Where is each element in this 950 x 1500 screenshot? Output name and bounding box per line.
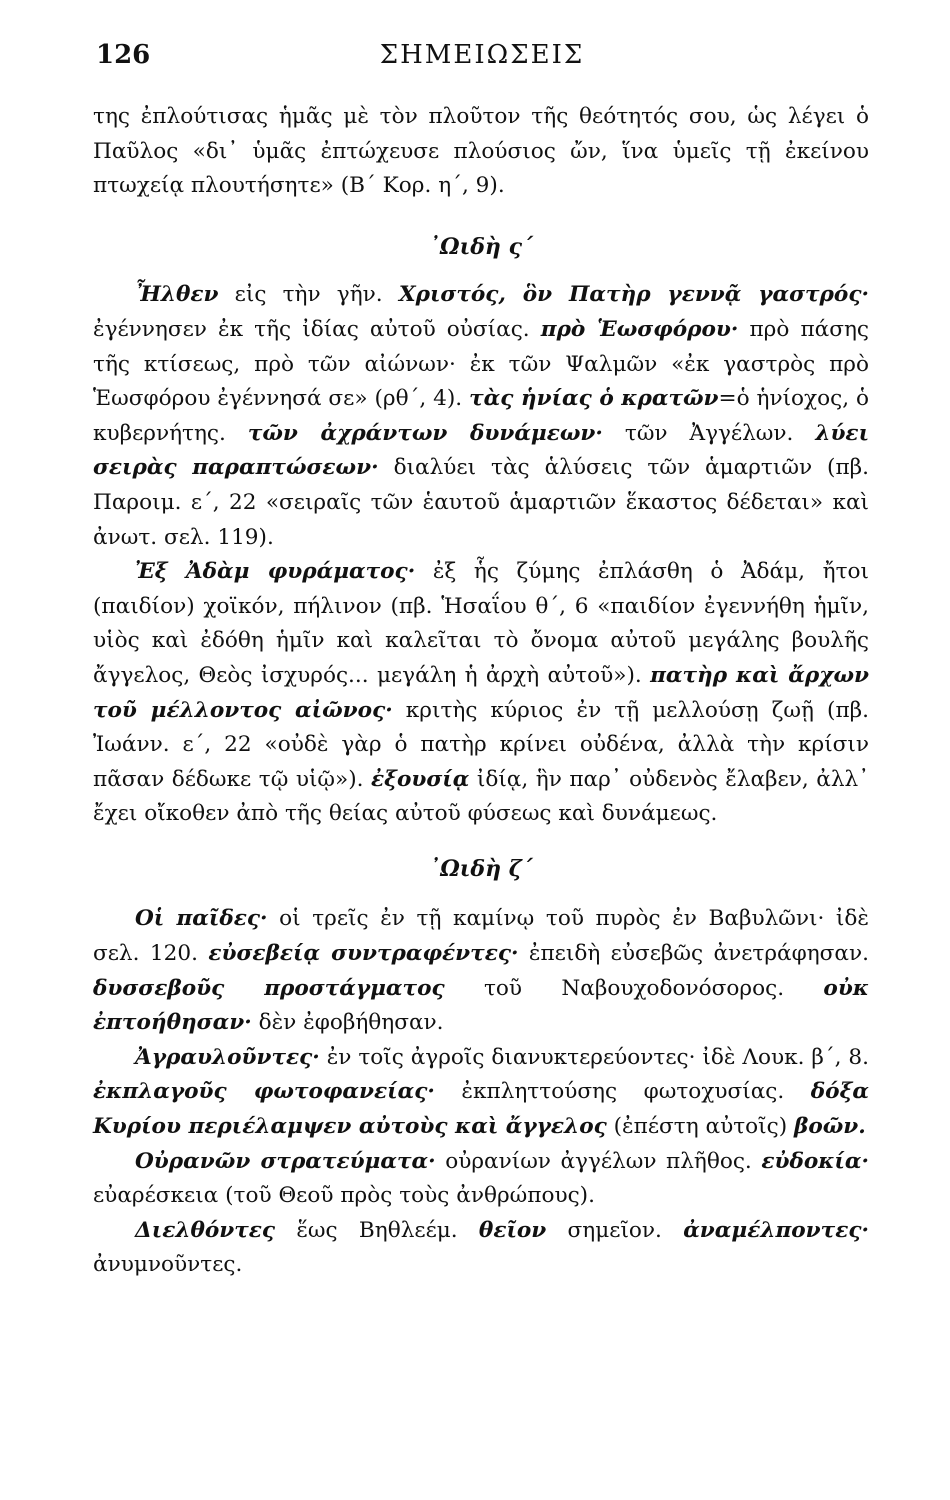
lemma: εὐσεβείᾳ συντραφέντες·	[208, 941, 519, 967]
gloss: δὲν ἐφοβήθησαν.	[251, 1010, 444, 1036]
gloss: ἐκπληττούσης φωτοχυσίας.	[434, 1079, 811, 1105]
gloss: ἐξ ἧς ζύμης ἐπλάσθη ὁ Ἀδάμ, ἤτοι (παιδίον) χοϊκόν, πήλινον (πβ. Ἡσαΐου θ΄, 6 «παιδίον ἐγεννήθη ἡμῖν, υἱὸς καὶ ἐδόθη ἡμῖν καὶ καλεῖται τὸ ὄνομα αὐτοῦ μεγάλης βουλῆς ἄγγελος, Θεὸς ἰσχυρός... μεγάλη ἡ ἀρχὴ αὐτοῦ»).	[93, 559, 869, 688]
gloss: κριτὴς κύριος ἐν τῇ μελλούσῃ ζωῇ (πβ. Ἰωάνν. ε΄, 22 «οὐδὲ γὰρ ὁ πατὴρ κρίνει οὐδένα, ἀλλὰ τὴν κρίσιν πᾶσαν δέδωκε τῷ υἱῷ»).	[93, 697, 869, 792]
gloss: εὐαρέσκεια (τοῦ Θεοῦ πρὸς τοὺς ἀνθρώπους).	[93, 1183, 595, 1209]
gloss: οἱ τρεῖς ἐν τῇ καμίνῳ τοῦ πυρὸς ἐν Βαβυλῶνι· ἰδὲ σελ. 120.	[93, 906, 869, 967]
running-title: ΣΗΜΕΙΩΣΕΙΣ	[379, 40, 585, 70]
lemma: λύει σειρὰς παραπτώσεων·	[93, 420, 870, 481]
gloss: σημεῖον.	[546, 1217, 684, 1243]
gloss: ἀνυμνοῦντες.	[93, 1252, 243, 1278]
lemma: Ἦλθεν	[135, 282, 219, 308]
heading-text: ᾽Ωιδὴ ζ΄	[429, 855, 533, 882]
section-heading	[93, 230, 869, 265]
lemma: ἀναμέλποντες·	[683, 1217, 869, 1243]
gloss: ἐγέννησεν ἐκ τῆς ἰδίας αὐτοῦ οὐσίας.	[93, 316, 541, 342]
lemma: δόξα Κυρίου περιέλαμψεν αὐτοὺς καὶ ἄγγελος	[93, 1079, 869, 1140]
paragraph-5	[93, 1041, 869, 1145]
lemma: θεῖον	[478, 1217, 547, 1243]
gloss: τοῦ Ναβουχοδονόσορος.	[444, 975, 824, 1001]
lemma: τῶν ἀχράντων δυνάμεων·	[247, 420, 603, 446]
lemma: Ἀγραυλοῦντες·	[135, 1044, 320, 1070]
lemma: Ἐξ Ἀδὰμ φυράματος·	[135, 559, 416, 585]
lemma: εὐδοκία·	[761, 1148, 870, 1174]
paragraph-7	[93, 1214, 869, 1283]
lemma: Οὐρανῶν στρατεύματα·	[135, 1148, 436, 1174]
paragraph-4	[93, 902, 869, 1040]
gloss: =ὁ ἡνίοχος, ὁ κυβερνήτης.	[93, 386, 869, 446]
gloss: οὐρανίων ἀγγέλων πλῆθος.	[435, 1148, 762, 1174]
gloss: ἐν τοῖς ἀγροῖς διανυκτερεύοντες· ἰδὲ Λουκ. β΄, 8.	[319, 1044, 869, 1070]
page-number: 126	[96, 40, 151, 70]
lemma: οὐκ ἐπτοήθησαν·	[93, 975, 869, 1036]
gloss: διαλύει τὰς ἁλύσεις τῶν ἁμαρτιῶν (πβ. Παροιμ. ε΄, 22 «σειραῖς τῶν ἑαυτοῦ ἁμαρτιῶν ἕκαστος δέδεται» καὶ ἀνωτ. σελ. 119).	[93, 455, 869, 550]
section-heading	[93, 852, 869, 887]
lemma: Διελθόντες	[135, 1217, 276, 1243]
lemma: βοῶν.	[794, 1114, 866, 1140]
paragraph-1	[93, 100, 869, 204]
gloss: ἐπειδὴ εὐσεβῶς ἀνετράφησαν.	[518, 941, 869, 967]
gloss: τῶν Ἀγγέλων.	[602, 420, 816, 446]
lemma: πρὸ Ἑωσφόρου·	[540, 316, 739, 342]
lemma: πατὴρ καὶ ἄρχων τοῦ μέλλοντος αἰῶνος·	[93, 662, 869, 723]
lemma: τὰς ἡνίας ὁ κρατῶν	[469, 386, 719, 412]
gloss: (ἐπέστη αὐτοῖς)	[606, 1114, 794, 1140]
text-body	[93, 100, 869, 1283]
page-header	[96, 40, 868, 80]
paragraph-2	[93, 278, 869, 555]
lemma: ἐξουσίᾳ	[371, 766, 470, 792]
lemma: ἐκπλαγοῦς φωτοφανείας·	[93, 1079, 435, 1105]
gloss: ἕως Βηθλεέμ.	[275, 1217, 479, 1243]
paragraph-6	[93, 1145, 869, 1214]
gloss: ἰδίᾳ, ἣν παρ᾽ οὐδενὸς ἔλαβεν, ἀλλ᾽ ἔχει οἴκοθεν ἀπὸ τῆς θείας αὐτοῦ φύσεως καὶ δυνάμεως.	[93, 766, 869, 827]
gloss: εἰς τὴν γῆν.	[218, 282, 399, 308]
lemma: Οἱ παῖδες·	[135, 906, 268, 932]
text-segment: της ἐπλούτισας ἡμᾶς μὲ τὸν πλοῦτον τῆς θεότητός σου, ὡς λέγει ὁ Παῦλος «δι᾽ ὑμᾶς ἐπτώχευσε πλούσιος ὤν, ἵνα ὑμεῖς τῇ ἐκείνου πτωχείᾳ πλουτήσητε» (Β΄ Κορ. η΄, 9).	[93, 104, 869, 199]
gloss: πρὸ πάσης τῆς κτίσεως, πρὸ τῶν αἰώνων· ἐκ τῶν Ψαλμῶν «ἐκ γαστρὸς πρὸ Ἑωσφόρου ἐγέννησά σε» (ρθ΄, 4).	[93, 316, 869, 412]
heading-text: ᾽Ωιδὴ ς΄	[429, 233, 533, 260]
lemma: δυσσεβοῦς προστάγματος	[93, 975, 445, 1001]
paragraph-3	[93, 555, 869, 832]
lemma: Χριστός, ὃν Πατὴρ γεννᾷ γαστρός·	[398, 282, 869, 308]
